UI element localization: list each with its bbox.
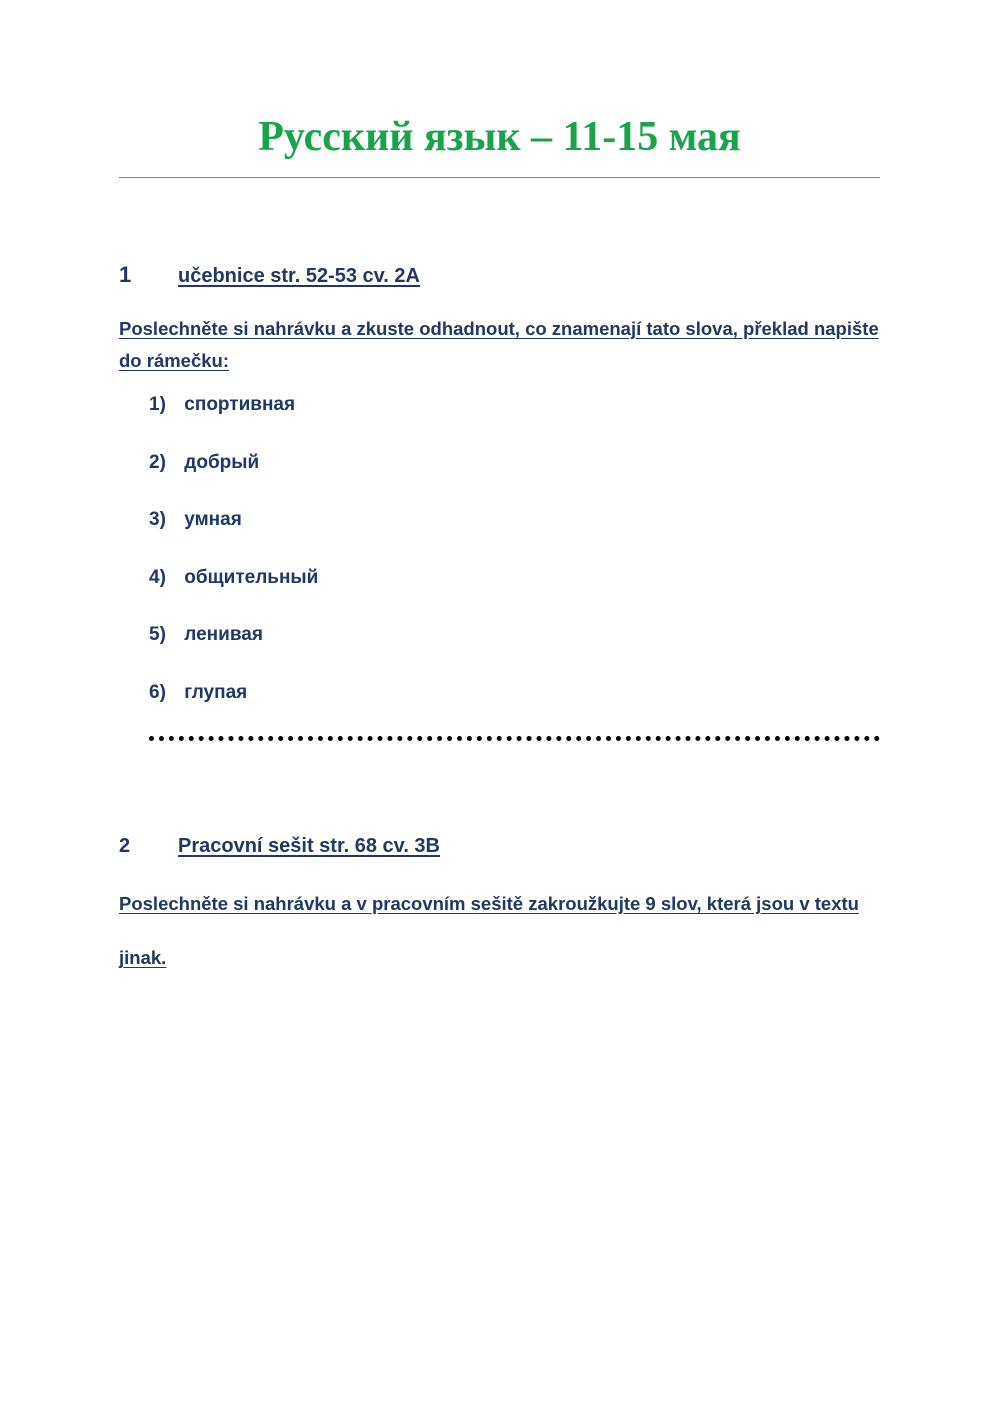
section-2-number: 2 bbox=[119, 835, 131, 857]
page-title: Русский язык – 11-15 мая bbox=[258, 114, 741, 160]
section-2-heading bbox=[119, 835, 440, 858]
list-item-word: глупая bbox=[184, 681, 248, 703]
list-item-number: 2) bbox=[149, 451, 166, 473]
list-item-word: добрый bbox=[184, 451, 260, 473]
section-1-heading bbox=[119, 262, 420, 288]
list-item bbox=[149, 505, 318, 563]
section-1-instruction: Poslechněte si nahrávku a zkuste odhadnout, co znamenají tato slova, překlad napište do rámečku: bbox=[119, 318, 879, 371]
list-item-word: общительный bbox=[184, 566, 319, 588]
list-item-word: спортивная bbox=[184, 394, 296, 415]
list-item-number: 1) bbox=[149, 394, 166, 415]
list-item-number: 3) bbox=[149, 509, 166, 530]
list-item bbox=[149, 620, 318, 678]
section-2-title: Pracovní sešit str. 68 cv. 3B bbox=[178, 835, 441, 857]
list-item-number: 5) bbox=[149, 624, 166, 645]
dotted-divider bbox=[149, 736, 880, 741]
list-item-number: 4) bbox=[149, 566, 166, 588]
section-2-instruction-line-2: jinak. bbox=[119, 947, 167, 968]
list-item-word: ленивая bbox=[184, 624, 263, 645]
list-item bbox=[149, 563, 318, 621]
section-1-title: učebnice str. 52-53 cv. 2A bbox=[178, 265, 420, 287]
list-item bbox=[149, 390, 318, 448]
list-item-number: 6) bbox=[149, 681, 166, 703]
section-2-instruction-line-1: Poslechněte si nahrávku a v pracovním sešitě zakroužkujte 9 slov, která jsou v textu bbox=[119, 893, 859, 914]
section-1-number: 1 bbox=[119, 262, 132, 287]
word-list bbox=[149, 390, 318, 735]
list-item-word: умная bbox=[184, 509, 242, 530]
list-item bbox=[149, 448, 318, 506]
list-item bbox=[149, 678, 318, 736]
title-divider bbox=[119, 177, 880, 178]
